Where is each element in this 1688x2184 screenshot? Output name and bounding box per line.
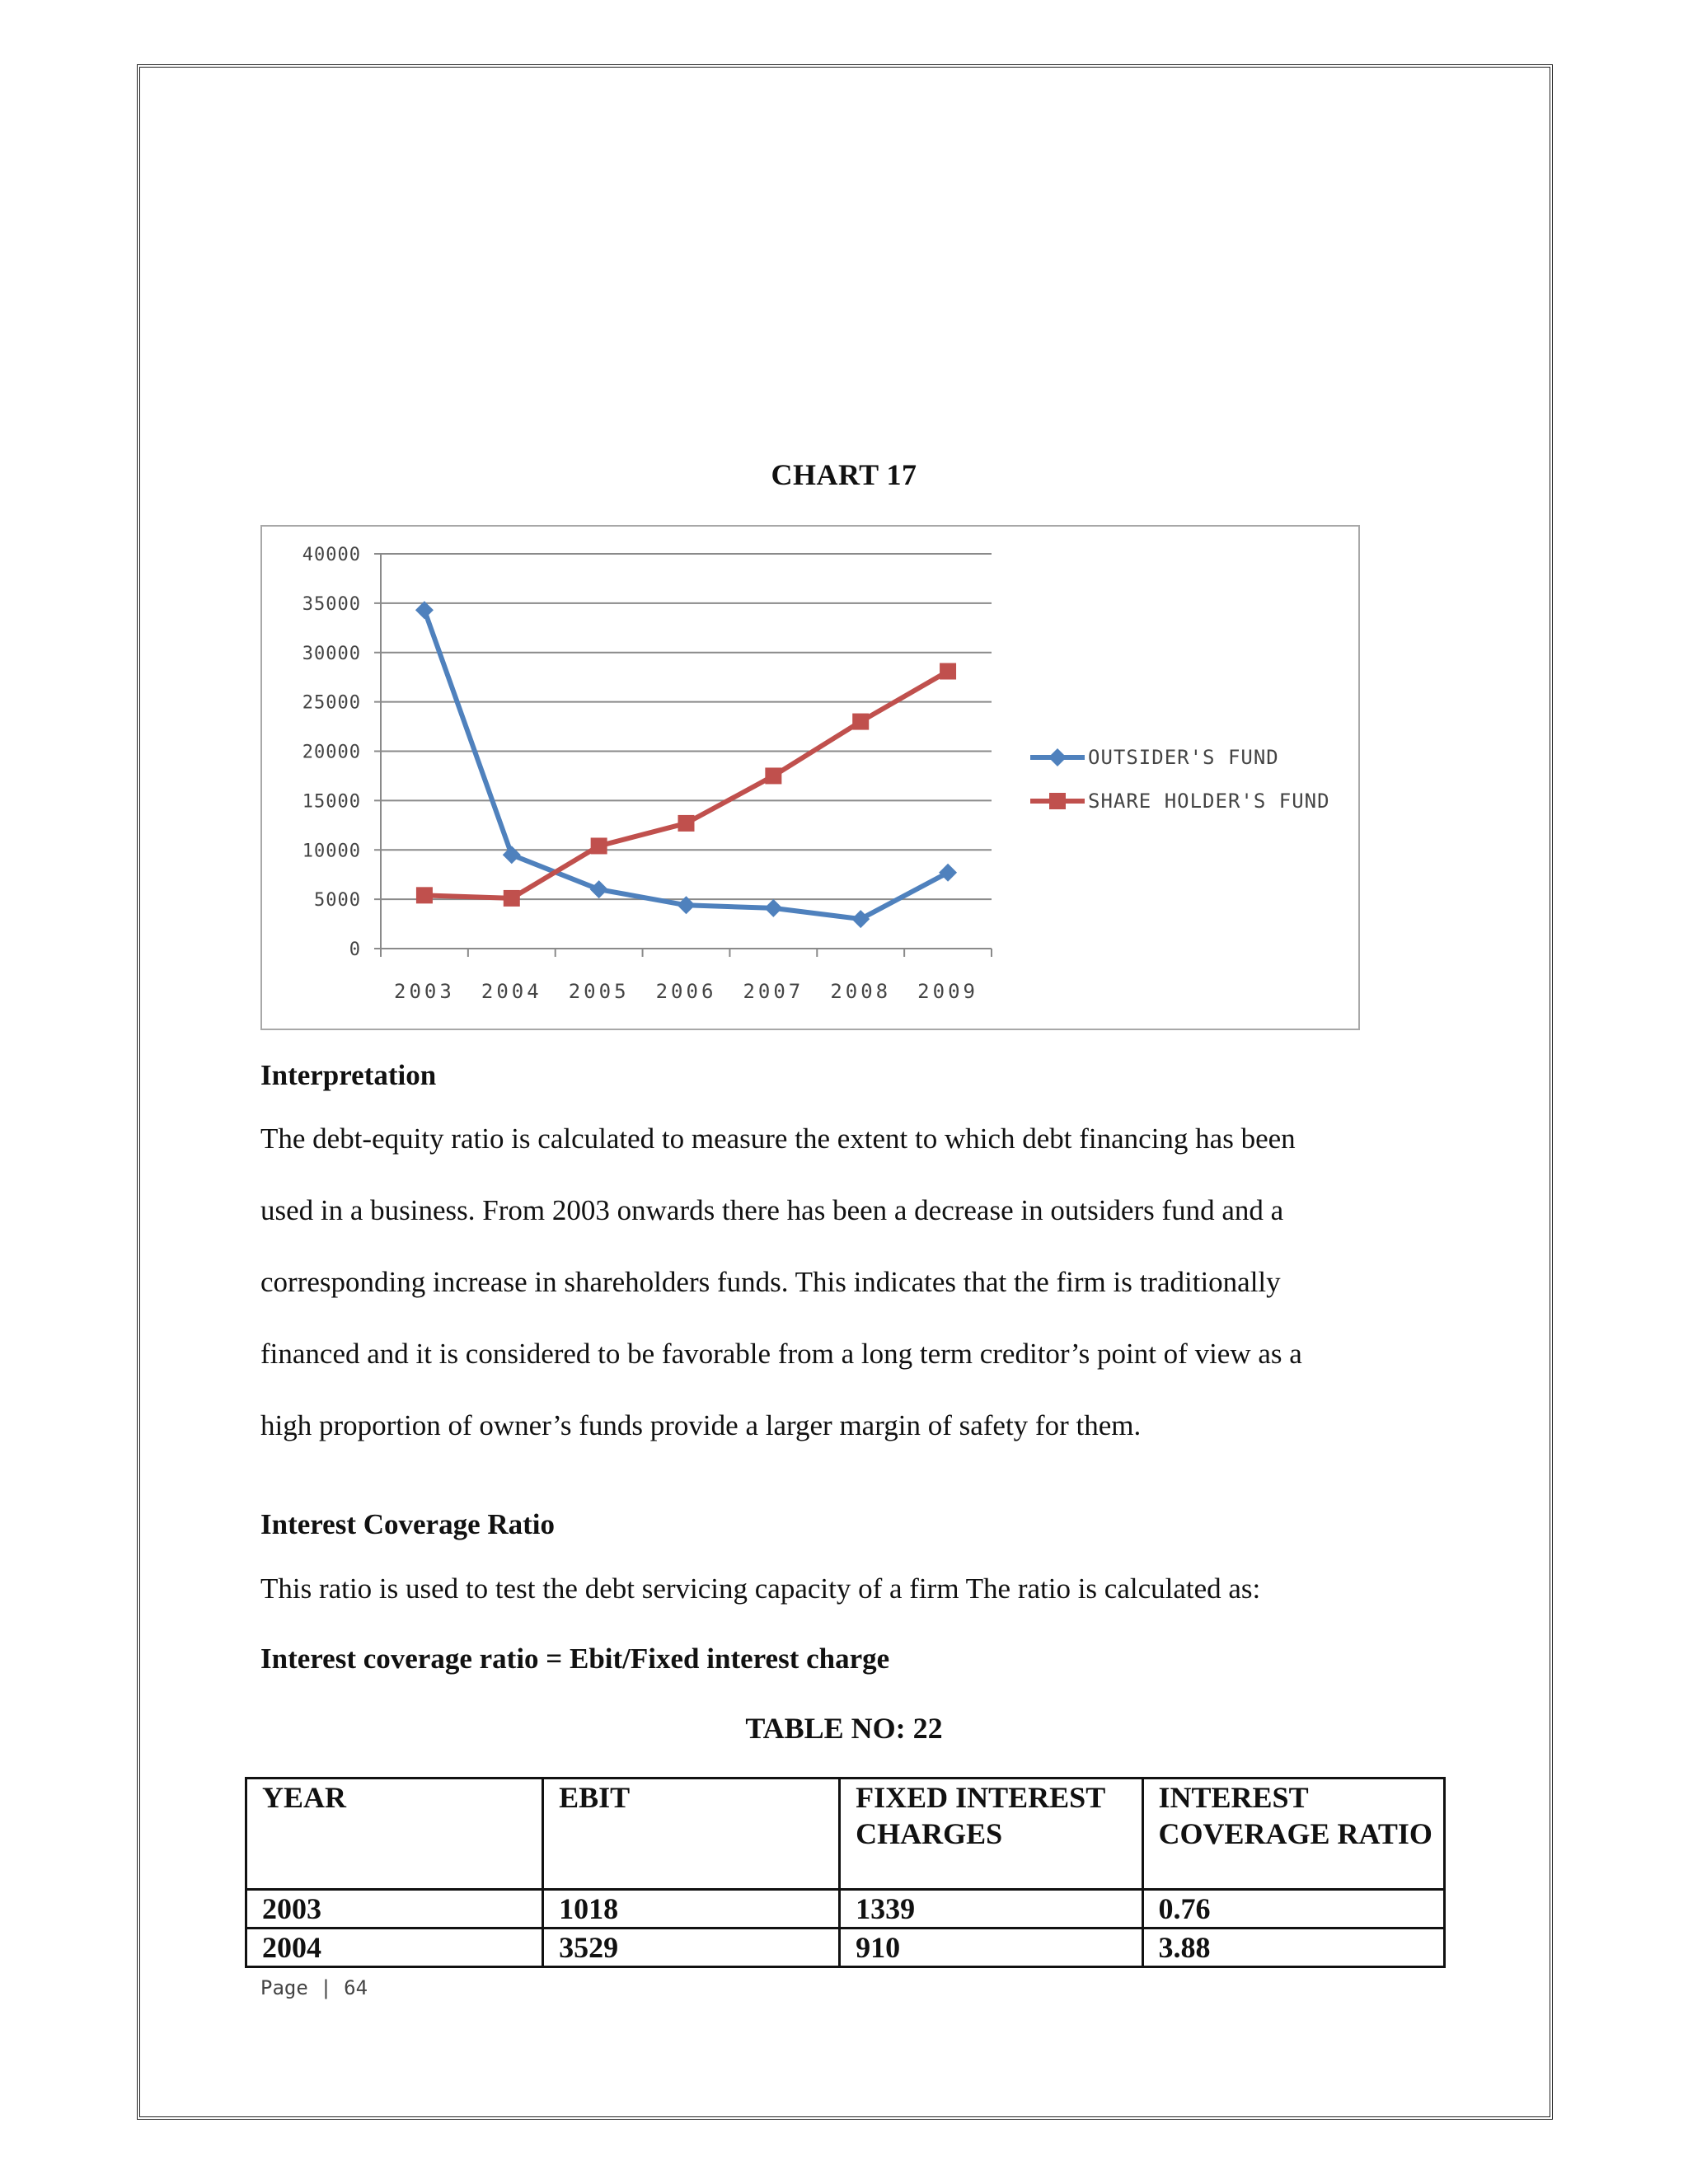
header-ebit: EBIT bbox=[543, 1779, 840, 1890]
cell-ratio: 3.88 bbox=[1142, 1929, 1445, 1967]
interpretation-line: used in a business. From 2003 onwards there has been a decrease in outsiders fund and a bbox=[260, 1194, 1284, 1226]
cell-fixed-interest: 1339 bbox=[840, 1890, 1142, 1929]
x-tick-label: 2006 bbox=[655, 980, 717, 1003]
cell-year: 2003 bbox=[246, 1890, 543, 1929]
y-tick-label: 10000 bbox=[302, 841, 361, 862]
legend-label: OUTSIDER'S FUND bbox=[1088, 746, 1279, 769]
data-point-shareholders-fund bbox=[852, 714, 869, 730]
data-point-shareholders-fund bbox=[940, 663, 956, 680]
x-tick-label: 2003 bbox=[394, 980, 455, 1003]
cell-ratio: 0.76 bbox=[1142, 1890, 1445, 1929]
cell-fixed-interest: 910 bbox=[840, 1929, 1142, 1967]
page-number: Page | 64 bbox=[260, 1976, 368, 1999]
x-tick-label: 2009 bbox=[917, 980, 978, 1003]
cell-year: 2004 bbox=[246, 1929, 543, 1967]
x-tick-label: 2008 bbox=[830, 980, 892, 1003]
y-tick-label: 40000 bbox=[302, 545, 361, 565]
series-line-shareholders-fund bbox=[424, 672, 948, 898]
chart-container bbox=[260, 525, 1360, 1030]
icr-formula: Interest coverage ratio = Ebit/Fixed interest charge bbox=[260, 1643, 890, 1675]
icr-heading: Interest Coverage Ratio bbox=[260, 1508, 556, 1540]
table-row bbox=[246, 1929, 1445, 1967]
x-tick-label: 2004 bbox=[481, 980, 542, 1003]
chart-title: CHART 17 bbox=[771, 458, 917, 491]
interest-coverage-table bbox=[245, 1777, 1446, 1968]
legend-label: SHARE HOLDER'S FUND bbox=[1088, 790, 1330, 813]
cell-ebit: 3529 bbox=[543, 1929, 840, 1967]
interpretation-line: corresponding increase in shareholders funds. This indicates that the firm is traditionally bbox=[260, 1266, 1281, 1298]
data-point-outsiders-fund bbox=[503, 846, 521, 864]
y-tick-label: 15000 bbox=[302, 791, 361, 813]
table-header-row bbox=[246, 1779, 1445, 1890]
table-row bbox=[246, 1890, 1445, 1929]
data-point-shareholders-fund bbox=[678, 815, 695, 832]
header-year: YEAR bbox=[246, 1779, 543, 1890]
legend-marker-square bbox=[1049, 793, 1066, 809]
interpretation-heading: Interpretation bbox=[260, 1059, 437, 1091]
series-line-outsiders-fund bbox=[424, 610, 948, 919]
y-tick-label: 30000 bbox=[302, 643, 361, 664]
header-fixed-interest-charges: FIXED INTEREST CHARGES bbox=[840, 1779, 1142, 1890]
header-interest-coverage-ratio: INTEREST COVERAGE RATIO bbox=[1142, 1779, 1445, 1890]
line-chart bbox=[262, 527, 1358, 1029]
x-tick-label: 2007 bbox=[743, 980, 804, 1003]
y-tick-label: 25000 bbox=[302, 692, 361, 714]
data-point-shareholders-fund bbox=[416, 887, 433, 903]
data-point-outsiders-fund bbox=[764, 899, 782, 917]
table-title: TABLE NO: 22 bbox=[745, 1712, 943, 1745]
data-point-outsiders-fund bbox=[939, 864, 957, 882]
y-tick-label: 5000 bbox=[314, 890, 361, 912]
y-tick-label: 35000 bbox=[302, 593, 361, 615]
cell-ebit: 1018 bbox=[543, 1890, 840, 1929]
y-tick-label: 20000 bbox=[302, 742, 361, 763]
data-point-outsiders-fund bbox=[590, 880, 608, 898]
legend-marker-diamond bbox=[1048, 748, 1067, 766]
y-tick-label: 0 bbox=[349, 940, 361, 960]
interpretation-line: financed and it is considered to be favorable from a long term creditor’s point of view as a bbox=[260, 1338, 1302, 1370]
data-point-shareholders-fund bbox=[591, 837, 607, 854]
interpretation-line: The debt-equity ratio is calculated to measure the extent to which debt financing has been bbox=[260, 1122, 1296, 1155]
interpretation-line: high proportion of owner’s funds provide a larger margin of safety for them. bbox=[260, 1409, 1142, 1441]
data-point-outsiders-fund bbox=[851, 910, 870, 928]
icr-description: This ratio is used to test the debt servicing capacity of a firm The ratio is calculated as: bbox=[260, 1572, 1261, 1605]
x-tick-label: 2005 bbox=[568, 980, 630, 1003]
data-point-shareholders-fund bbox=[765, 767, 781, 784]
data-point-shareholders-fund bbox=[504, 890, 520, 907]
